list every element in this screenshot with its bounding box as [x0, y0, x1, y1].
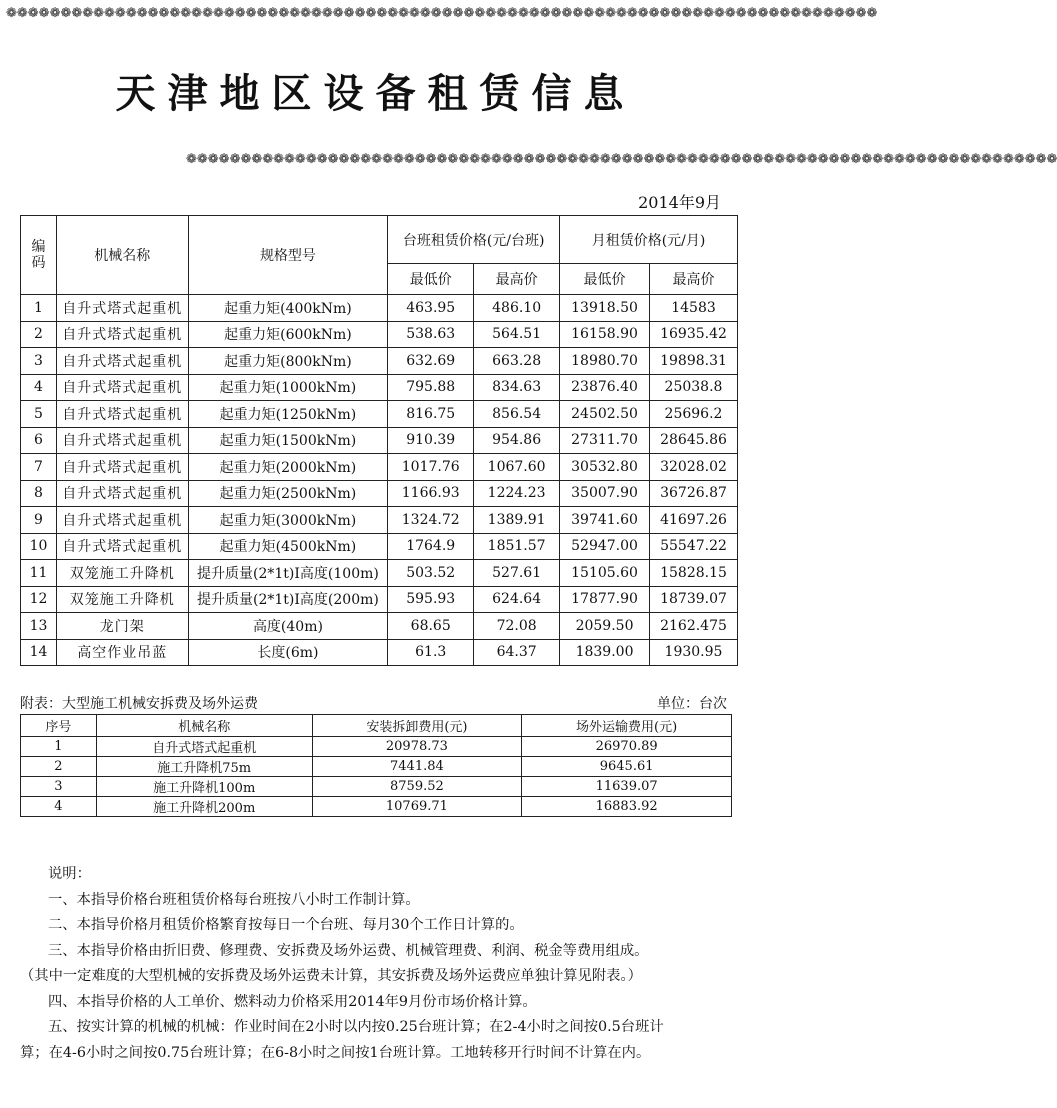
row-shift-max: 1389.91	[474, 507, 560, 534]
row-month-max: 28645.86	[650, 427, 738, 454]
appendix-install: 20978.73	[312, 737, 522, 757]
header-name: 机械名称	[56, 216, 188, 295]
table-row	[21, 560, 738, 587]
notes-heading: 说明：	[48, 866, 91, 882]
row-code: 9	[21, 507, 57, 534]
note-item: 三、本指导价格由折旧费、修理费、安拆费及场外运费、机械管理费、利润、税金等费用组成。	[48, 942, 649, 959]
row-month-min: 2059.50	[560, 613, 650, 640]
report-date: 2014年9月	[638, 193, 721, 212]
row-month-min: 18980.70	[560, 348, 650, 375]
appendix-transport: 11639.07	[522, 777, 732, 797]
row-month-min: 35007.90	[560, 480, 650, 507]
row-shift-max: 1067.60	[474, 454, 560, 481]
row-name: 双笼施工升降机	[56, 586, 188, 613]
row-month-max: 2162.475	[650, 613, 738, 640]
row-shift-max: 834.63	[474, 374, 560, 401]
appendix-name: 施工升降机200m	[96, 797, 312, 817]
row-shift-min: 503.52	[388, 560, 474, 587]
row-code: 13	[21, 613, 57, 640]
row-month-min: 39741.60	[560, 507, 650, 534]
row-spec: 起重力矩(1000kNm)	[188, 374, 388, 401]
table-row	[21, 401, 738, 428]
table-row	[21, 321, 738, 348]
appendix-unit: 单位：台次	[657, 696, 727, 712]
row-code: 10	[21, 533, 57, 560]
appendix-header-name: 机械名称	[96, 715, 312, 737]
table-row	[21, 639, 738, 666]
table-row	[21, 427, 738, 454]
row-code: 14	[21, 639, 57, 666]
page-title: 天津地区设备租赁信息	[115, 71, 636, 117]
appendix-name: 施工升降机100m	[96, 777, 312, 797]
row-shift-max: 64.37	[474, 639, 560, 666]
row-month-max: 25696.2	[650, 401, 738, 428]
row-month-max: 19898.31	[650, 348, 738, 375]
row-shift-min: 595.93	[388, 586, 474, 613]
row-name: 自升式塔式起重机	[56, 321, 188, 348]
row-name: 自升式塔式起重机	[56, 533, 188, 560]
row-code: 11	[21, 560, 57, 587]
row-month-max: 41697.26	[650, 507, 738, 534]
header-shift-max: 最高价	[474, 264, 560, 295]
row-shift-max: 954.86	[474, 427, 560, 454]
row-month-max: 36726.87	[650, 480, 738, 507]
row-month-max: 15828.15	[650, 560, 738, 587]
row-spec: 起重力矩(2500kNm)	[188, 480, 388, 507]
row-code: 1	[21, 295, 57, 322]
row-shift-max: 1224.23	[474, 480, 560, 507]
row-month-min: 16158.90	[560, 321, 650, 348]
row-month-max: 14583	[650, 295, 738, 322]
row-month-max: 25038.8	[650, 374, 738, 401]
row-spec: 提升质量(2*1t)Ⅰ高度(200m)	[188, 586, 388, 613]
row-month-min: 15105.60	[560, 560, 650, 587]
row-month-min: 1839.00	[560, 639, 650, 666]
row-name: 自升式塔式起重机	[56, 454, 188, 481]
appendix-row	[21, 757, 732, 777]
row-spec: 起重力矩(3000kNm)	[188, 507, 388, 534]
row-name: 自升式塔式起重机	[56, 427, 188, 454]
row-month-max: 55547.22	[650, 533, 738, 560]
appendix-no: 1	[21, 737, 97, 757]
row-code: 2	[21, 321, 57, 348]
row-month-max: 32028.02	[650, 454, 738, 481]
appendix-row	[21, 737, 732, 757]
row-spec: 提升质量(2*1t)Ⅰ高度(100m)	[188, 560, 388, 587]
row-name: 自升式塔式起重机	[56, 348, 188, 375]
row-name: 自升式塔式起重机	[56, 295, 188, 322]
header-month-max: 最高价	[650, 264, 738, 295]
appendix-row	[21, 777, 732, 797]
appendix-name: 自升式塔式起重机	[96, 737, 312, 757]
row-month-max: 16935.42	[650, 321, 738, 348]
row-name: 龙门架	[56, 613, 188, 640]
note-item: 二、本指导价格月租赁价格繁育按每日一个台班、每月30个工作日计算的。	[48, 917, 524, 933]
row-spec: 起重力矩(2000kNm)	[188, 454, 388, 481]
notes-section	[20, 862, 742, 1066]
header-shift-min: 最低价	[388, 264, 474, 295]
row-spec: 起重力矩(800kNm)	[188, 348, 388, 375]
note-item: 算；在4-6小时之间按0.75台班计算；在6-8小时之间按1台班计算。工地转移开行时间不计算在内。	[20, 1044, 651, 1061]
row-name: 自升式塔式起重机	[56, 507, 188, 534]
top-ornament-border: ❁❁❁❁❁❁❁❁❁❁❁❁❁❁❁❁❁❁❁❁❁❁❁❁❁❁❁❁❁❁❁❁❁❁❁❁❁❁❁❁❁❁❁❁❁❁❁❁❁❁❁❁❁❁❁❁❁❁❁❁❁❁❁❁❁❁❁❁❁❁❁❁❁❁❁❁❁❁❁❁	[6, 6, 878, 21]
table-row	[21, 586, 738, 613]
appendix-header-transport: 场外运输费用(元)	[522, 715, 732, 737]
row-shift-min: 816.75	[388, 401, 474, 428]
table-row	[21, 480, 738, 507]
row-spec: 长度(6m)	[188, 639, 388, 666]
row-spec: 起重力矩(4500kNm)	[188, 533, 388, 560]
appendix-transport: 26970.89	[522, 737, 732, 757]
appendix-table	[20, 714, 732, 817]
row-shift-max: 663.28	[474, 348, 560, 375]
appendix-install: 8759.52	[312, 777, 522, 797]
appendix-header-no: 序号	[21, 715, 97, 737]
row-shift-min: 910.39	[388, 427, 474, 454]
row-code: 8	[21, 480, 57, 507]
row-shift-min: 1324.72	[388, 507, 474, 534]
appendix-name: 施工升降机75m	[96, 757, 312, 777]
row-name: 自升式塔式起重机	[56, 401, 188, 428]
header-shift-price: 台班租赁价格(元/台班)	[388, 216, 560, 264]
row-month-min: 52947.00	[560, 533, 650, 560]
row-month-min: 17877.90	[560, 586, 650, 613]
table-row	[21, 613, 738, 640]
row-shift-max: 624.64	[474, 586, 560, 613]
row-code: 3	[21, 348, 57, 375]
row-shift-min: 1764.9	[388, 533, 474, 560]
header-spec: 规格型号	[188, 216, 388, 295]
note-item: 一、本指导价格台班租赁价格每台班按八小时工作制计算。	[48, 891, 420, 908]
row-spec: 起重力矩(1500kNm)	[188, 427, 388, 454]
appendix-no: 4	[21, 797, 97, 817]
appendix-transport: 16883.92	[522, 797, 732, 817]
row-code: 5	[21, 401, 57, 428]
appendix-title: 附表：大型施工机械安拆费及场外运费	[20, 696, 258, 712]
row-month-min: 30532.80	[560, 454, 650, 481]
row-month-min: 24502.50	[560, 401, 650, 428]
header-month-price: 月租赁价格(元/月)	[560, 216, 738, 264]
title-ornament-border: ❁❁❁❁❁❁❁❁❁❁❁❁❁❁❁❁❁❁❁❁❁❁❁❁❁❁❁❁❁❁❁❁❁❁❁❁❁❁❁❁❁❁❁❁❁❁❁❁❁❁❁❁❁❁❁❁❁❁❁❁❁❁❁❁❁❁❁❁❁❁❁❁❁❁❁❁❁❁❁❁	[186, 152, 1057, 167]
row-code: 6	[21, 427, 57, 454]
row-code: 7	[21, 454, 57, 481]
row-month-min: 23876.40	[560, 374, 650, 401]
table-row	[21, 374, 738, 401]
note-item: （其中一定难度的大型机械的安拆费及场外运费未计算，其安拆费及场外运费应单独计算见附表。）	[20, 968, 642, 984]
row-shift-min: 463.95	[388, 295, 474, 322]
row-name: 高空作业吊蓝	[56, 639, 188, 666]
row-shift-min: 68.65	[388, 613, 474, 640]
row-name: 双笼施工升降机	[56, 560, 188, 587]
row-shift-max: 527.61	[474, 560, 560, 587]
row-month-min: 27311.70	[560, 427, 650, 454]
appendix-no: 3	[21, 777, 97, 797]
row-month-min: 13918.50	[560, 295, 650, 322]
appendix-transport: 9645.61	[522, 757, 732, 777]
appendix-row	[21, 797, 732, 817]
row-spec: 起重力矩(400kNm)	[188, 295, 388, 322]
appendix-header-install: 安装拆卸费用(元)	[312, 715, 522, 737]
row-shift-min: 632.69	[388, 348, 474, 375]
row-spec: 起重力矩(1250kNm)	[188, 401, 388, 428]
appendix-install: 7441.84	[312, 757, 522, 777]
row-spec: 起重力矩(600kNm)	[188, 321, 388, 348]
row-shift-max: 564.51	[474, 321, 560, 348]
row-month-max: 1930.95	[650, 639, 738, 666]
row-name: 自升式塔式起重机	[56, 374, 188, 401]
table-row	[21, 348, 738, 375]
table-row	[21, 507, 738, 534]
header-code: 编码	[21, 216, 57, 295]
row-shift-min: 1017.76	[388, 454, 474, 481]
table-row	[21, 533, 738, 560]
row-shift-max: 72.08	[474, 613, 560, 640]
note-item: 四、本指导价格的人工单价、燃料动力价格采用2014年9月份市场价格计算。	[48, 993, 537, 1010]
table-row	[21, 295, 738, 322]
appendix-install: 10769.71	[312, 797, 522, 817]
row-shift-max: 486.10	[474, 295, 560, 322]
appendix-no: 2	[21, 757, 97, 777]
row-name: 自升式塔式起重机	[56, 480, 188, 507]
row-shift-min: 61.3	[388, 639, 474, 666]
row-code: 12	[21, 586, 57, 613]
row-spec: 高度(40m)	[188, 613, 388, 640]
header-month-min: 最低价	[560, 264, 650, 295]
row-shift-max: 856.54	[474, 401, 560, 428]
row-shift-min: 1166.93	[388, 480, 474, 507]
note-item: 五、按实计算的机械的机械：作业时间在2小时以内按0.25台班计算；在2-4小时之间按0.5台班计	[48, 1019, 664, 1035]
row-shift-min: 538.63	[388, 321, 474, 348]
table-row	[21, 454, 738, 481]
row-month-max: 18739.07	[650, 586, 738, 613]
rental-price-table	[20, 215, 738, 666]
row-shift-min: 795.88	[388, 374, 474, 401]
row-code: 4	[21, 374, 57, 401]
row-shift-max: 1851.57	[474, 533, 560, 560]
